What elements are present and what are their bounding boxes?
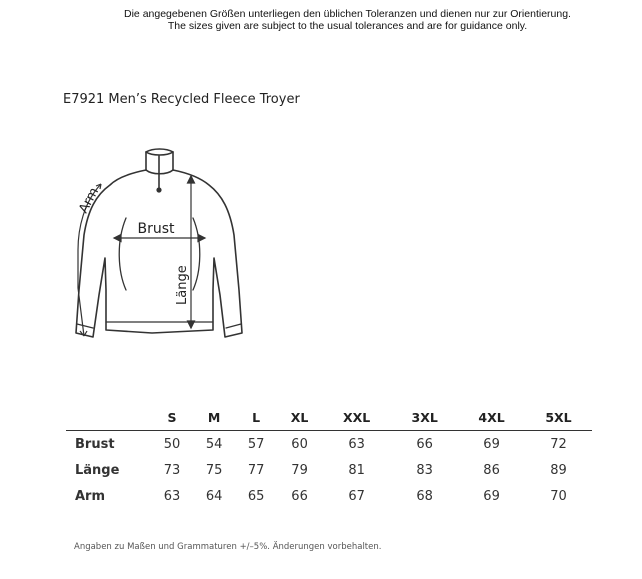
size-header-row	[66, 404, 592, 431]
row-label: Arm	[75, 488, 106, 504]
table-cell: 67	[348, 488, 365, 504]
table-cell: 89	[550, 462, 567, 478]
table-cell: 54	[205, 436, 223, 452]
table-cell: 83	[416, 462, 433, 478]
table-cell: 63	[348, 436, 365, 452]
table-cell: 63	[163, 488, 181, 504]
table-row	[66, 457, 592, 483]
table-cell: 68	[416, 488, 433, 504]
disclaimer-english: The sizes given are subject to the usual tolerances and are for guidance only.	[167, 20, 528, 32]
table-row	[66, 431, 592, 458]
table-cell: 69	[483, 436, 500, 452]
footnote: Angaben zu Maßen und Grammaturen +/–5%. Änderungen vorbehalten.	[74, 542, 382, 552]
garment-diagram	[60, 140, 260, 350]
size-header: 3XL	[411, 409, 438, 425]
size-header-blank	[66, 404, 151, 431]
table-cell: 65	[247, 488, 265, 504]
disclaimer-german: Die angegebenen Größen unterliegen den üblichen Toleranzen und dienen nur zur Orientierung.	[124, 8, 571, 20]
table-cell: 69	[483, 488, 500, 504]
chest-label: Brust	[137, 221, 175, 237]
size-header: 5XL	[545, 409, 572, 425]
size-header: 4XL	[478, 409, 505, 425]
table-cell: 77	[247, 462, 265, 478]
size-table	[66, 404, 592, 509]
disclaimer	[60, 8, 635, 32]
table-cell: 57	[247, 436, 265, 452]
table-cell: 81	[348, 462, 365, 478]
table-row	[66, 483, 592, 509]
row-label: Brust	[75, 436, 115, 452]
table-cell: 50	[163, 436, 181, 452]
size-header: S	[167, 409, 177, 425]
size-header: XXL	[342, 409, 371, 425]
length-label: Länge	[175, 265, 190, 305]
size-header: L	[252, 409, 261, 425]
arm-label: Arm	[76, 185, 103, 216]
size-header: XL	[290, 409, 309, 425]
table-cell: 70	[550, 488, 567, 504]
table-cell: 73	[163, 462, 181, 478]
table-cell: 79	[291, 462, 308, 478]
table-cell: 86	[483, 462, 500, 478]
product-title: E7921 Men’s Recycled Fleece Troyer	[63, 92, 300, 107]
table-cell: 75	[205, 462, 223, 478]
garment-outline	[76, 170, 242, 337]
table-cell: 66	[416, 436, 433, 452]
size-header: M	[207, 409, 221, 425]
table-cell: 72	[550, 436, 567, 452]
table-cell: 60	[291, 436, 308, 452]
table-cell: 66	[291, 488, 308, 504]
table-cell: 64	[205, 488, 223, 504]
row-label: Länge	[75, 462, 120, 478]
